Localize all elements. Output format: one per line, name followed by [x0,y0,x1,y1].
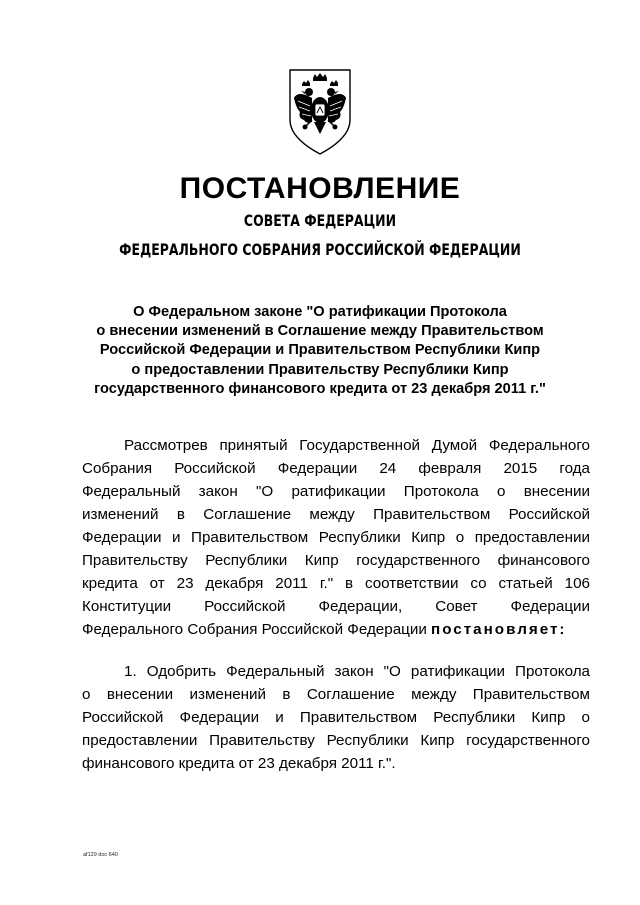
document-title: ПОСТАНОВЛЕНИЕ [179,172,461,205]
item-line: Российской Федерации и Правительством Республики Кипр о [82,709,590,726]
paragraph-line: Федеральный закон "О ратификации Протокола о внесении [82,483,590,500]
subject-line: о предоставлении Правительству Республики Кипр [131,361,509,378]
item-line: 1. Одобрить Федеральный закон "О ратификации Протокола [124,663,590,680]
item-line: предоставлении Правительству Республики Кипр государственного [82,732,590,749]
paragraph-line: изменений в Соглашение между Правительством Российской [82,506,590,523]
paragraph-line-final [82,620,590,640]
issuing-body-line-2: ФЕДЕРАЛЬНОГО СОБРАНИЯ РОССИЙСКОЙ ФЕДЕРАЦИИ [119,240,521,259]
paragraph-line: Собрания Российской Федерации 24 февраля 2015 года [82,460,590,477]
subject-line: Российской Федерации и Правительством Республики Кипр [99,342,541,359]
paragraph-line: Рассмотрев принятый Государственной Думой Федерального [124,437,590,454]
paragraph-line: Федерации и Правительством Республики Кипр о предоставлении [82,529,590,546]
issuing-body-line-1: СОВЕТА ФЕДЕРАЦИИ [243,211,397,230]
resolves-keyword: постановляет: [431,621,567,638]
item-line: о внесении изменений в Соглашение между Правительством [82,686,590,703]
item-line: финансового кредита от 23 декабря 2011 г.". [82,755,396,772]
subject-line: государственного финансового кредита от 23 декабря 2011 г." [94,380,546,397]
russian-coat-of-arms-icon [286,68,354,156]
paragraph-line-text: Федерального Собрания Российской Федерации [82,621,427,638]
paragraph-line: кредита от 23 декабря 2011 г." в соответствии со статьей 106 [82,575,590,592]
paragraph-line: Конституции Российской Федерации, Совет Федерации [82,598,590,615]
paragraph-line: Правительству Республики Кипр государственного финансового [82,552,590,569]
subject-line: о внесении изменений в Соглашение между Правительством [96,323,544,340]
document-code: af129 doc 640 [83,852,118,858]
resolution-subject [70,303,570,399]
subject-line: О Федеральном законе "О ратификации Протокола [133,304,507,320]
